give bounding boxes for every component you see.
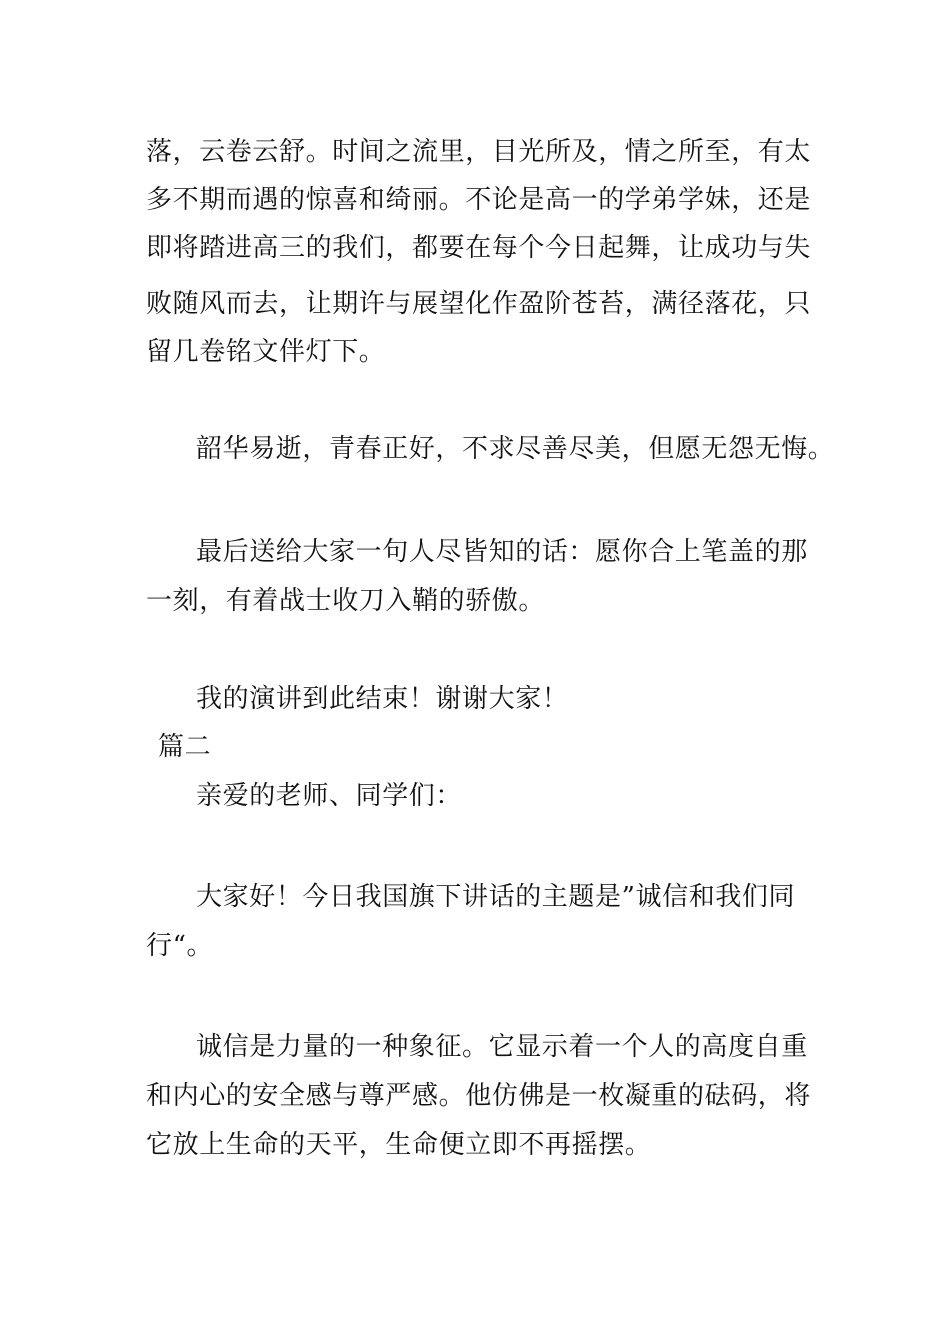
greeting-line: 亲爱的老师、同学们： — [196, 781, 463, 811]
paragraph-line: 留几卷铭文伴灯下。 — [146, 337, 386, 367]
section-heading: 篇二 — [158, 732, 212, 762]
paragraph-line: 多不期而遇的惊喜和绮丽。不论是高一的学弟学妹，还是 — [146, 185, 812, 215]
paragraph-line: 即将踏进高三的我们，都要在每个今日起舞，让成功与失 — [146, 233, 812, 263]
paragraph-line: 一刻，有着战士收刀入鞘的骄傲。 — [146, 586, 546, 616]
paragraph-line: 行“。 — [146, 931, 214, 961]
paragraph-line: 败随风而去，让期许与展望化作盈阶苍苔，满径落花，只 — [146, 289, 812, 319]
paragraph-line: 最后送给大家一句人尽皆知的话：愿你合上笔盖的那 — [196, 537, 808, 567]
closing-line: 我的演讲到此结束！谢谢大家！ — [196, 684, 569, 714]
paragraph-line: 韶华易逝，青春正好，不求尽善尽美，但愿无怨无悔。 — [196, 434, 835, 464]
paragraph-line: 诚信是力量的一种象征。它显示着一个人的高度自重 — [196, 1032, 808, 1062]
paragraph-line: 大家好！今日我国旗下讲话的主题是”诚信和我们同 — [196, 882, 796, 912]
paragraph-line: 落，云卷云舒。时间之流里，目光所及，情之所至，有太 — [146, 137, 812, 167]
paragraph-line: 和内心的安全感与尊严感。他仿佛是一枚凝重的砝码，将 — [146, 1081, 812, 1111]
paragraph-line: 它放上生命的天平，生命便立即不再摇摆。 — [146, 1130, 652, 1160]
